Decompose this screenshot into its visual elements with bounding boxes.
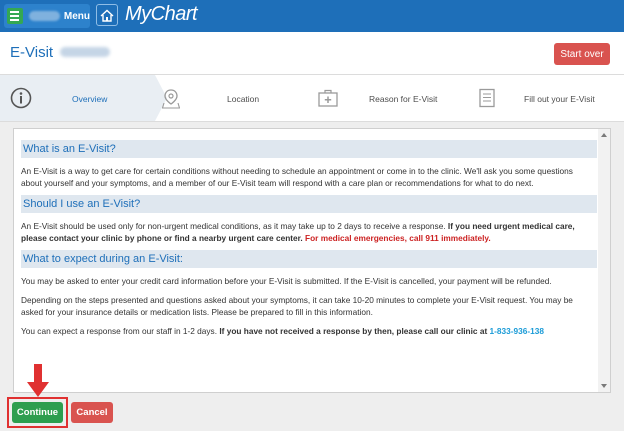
section-heading-what: What is an E-Visit? (21, 140, 597, 158)
step-overview (0, 75, 155, 121)
paragraph-expect-payment: You may be asked to enter your credit card information before your E-Visit is submitted. If the E-Visit is cancelled, your payment will be refunded. (21, 276, 552, 286)
progress-steps (0, 74, 624, 122)
emergency-warning: For medical emergencies, call 911 immediately. (302, 233, 491, 243)
menu-button[interactable] (4, 4, 90, 28)
section-heading-expect: What to expect during an E-Visit: (21, 250, 597, 268)
user-name-blurred (29, 11, 60, 21)
patient-name-blurred (60, 47, 110, 57)
start-over-button[interactable]: Start over (554, 43, 610, 65)
step-fill-out (477, 75, 624, 121)
scroll-up-icon[interactable] (601, 133, 607, 137)
medical-kit-icon (318, 89, 338, 107)
paragraph-should (21, 220, 597, 244)
content-inner (21, 129, 597, 337)
section-heading-should: Should I use an E-Visit? (21, 195, 597, 213)
page-title: E-Visit (10, 44, 54, 61)
step-label-reason: Reason for E-Visit (369, 94, 438, 104)
top-bar (0, 0, 624, 32)
content-panel[interactable] (13, 128, 611, 393)
paragraph-expect-duration: Depending on the steps presented and questions asked about your symptoms, it can take 10-20 minutes to complete your E-Visit request. You may be asked for your insurance details or medication lists. Please be prepared to fill in this information. (21, 295, 573, 317)
vertical-scrollbar[interactable] (598, 129, 610, 392)
response-text-bold: If you have not received a response by then, please call our clinic at (219, 326, 490, 336)
should-text-plain: An E-Visit should be used only for non-urgent medical conditions, as it may take up to 2 days to receive a response. (21, 221, 448, 231)
info-icon (10, 87, 32, 109)
mychart-logo[interactable]: MyChart (125, 3, 198, 25)
home-icon (100, 9, 114, 22)
should-text-bold: If you need urgent medical care, please contact your clinic by phone or find a nearby urgent care center. (21, 221, 575, 243)
menu-label: Menu (63, 10, 90, 22)
clinic-phone-link[interactable]: 1-833-936-138 (489, 326, 544, 336)
hamburger-icon (7, 8, 23, 24)
paragraph-expect-response (21, 325, 597, 337)
cancel-button[interactable]: Cancel (71, 402, 113, 423)
step-reason (316, 75, 466, 121)
form-icon (479, 88, 495, 108)
response-text-plain: You can expect a response from our staff in 1-2 days. (21, 326, 220, 336)
paragraph-what: An E-Visit is a way to get care for certain conditions without needing to schedule an appointment or come in to the clinic. We'll ask you some questions about yourself and your symptoms, and a member of our E-Visit team will respond with a care plan or recommendations for what to do next. (21, 166, 573, 188)
continue-button[interactable]: Continue (12, 402, 63, 423)
step-location (167, 75, 297, 121)
home-button[interactable] (96, 4, 118, 26)
step-label-fill-out: Fill out your E-Visit (524, 94, 595, 104)
scroll-down-icon[interactable] (601, 384, 607, 388)
red-arrow-annotation-icon (27, 364, 49, 398)
continue-highlight (7, 397, 68, 428)
step-label-overview: Overview (72, 94, 108, 104)
map-pin-icon (162, 89, 180, 109)
step-label-location: Location (227, 94, 260, 104)
page-header (0, 32, 624, 74)
